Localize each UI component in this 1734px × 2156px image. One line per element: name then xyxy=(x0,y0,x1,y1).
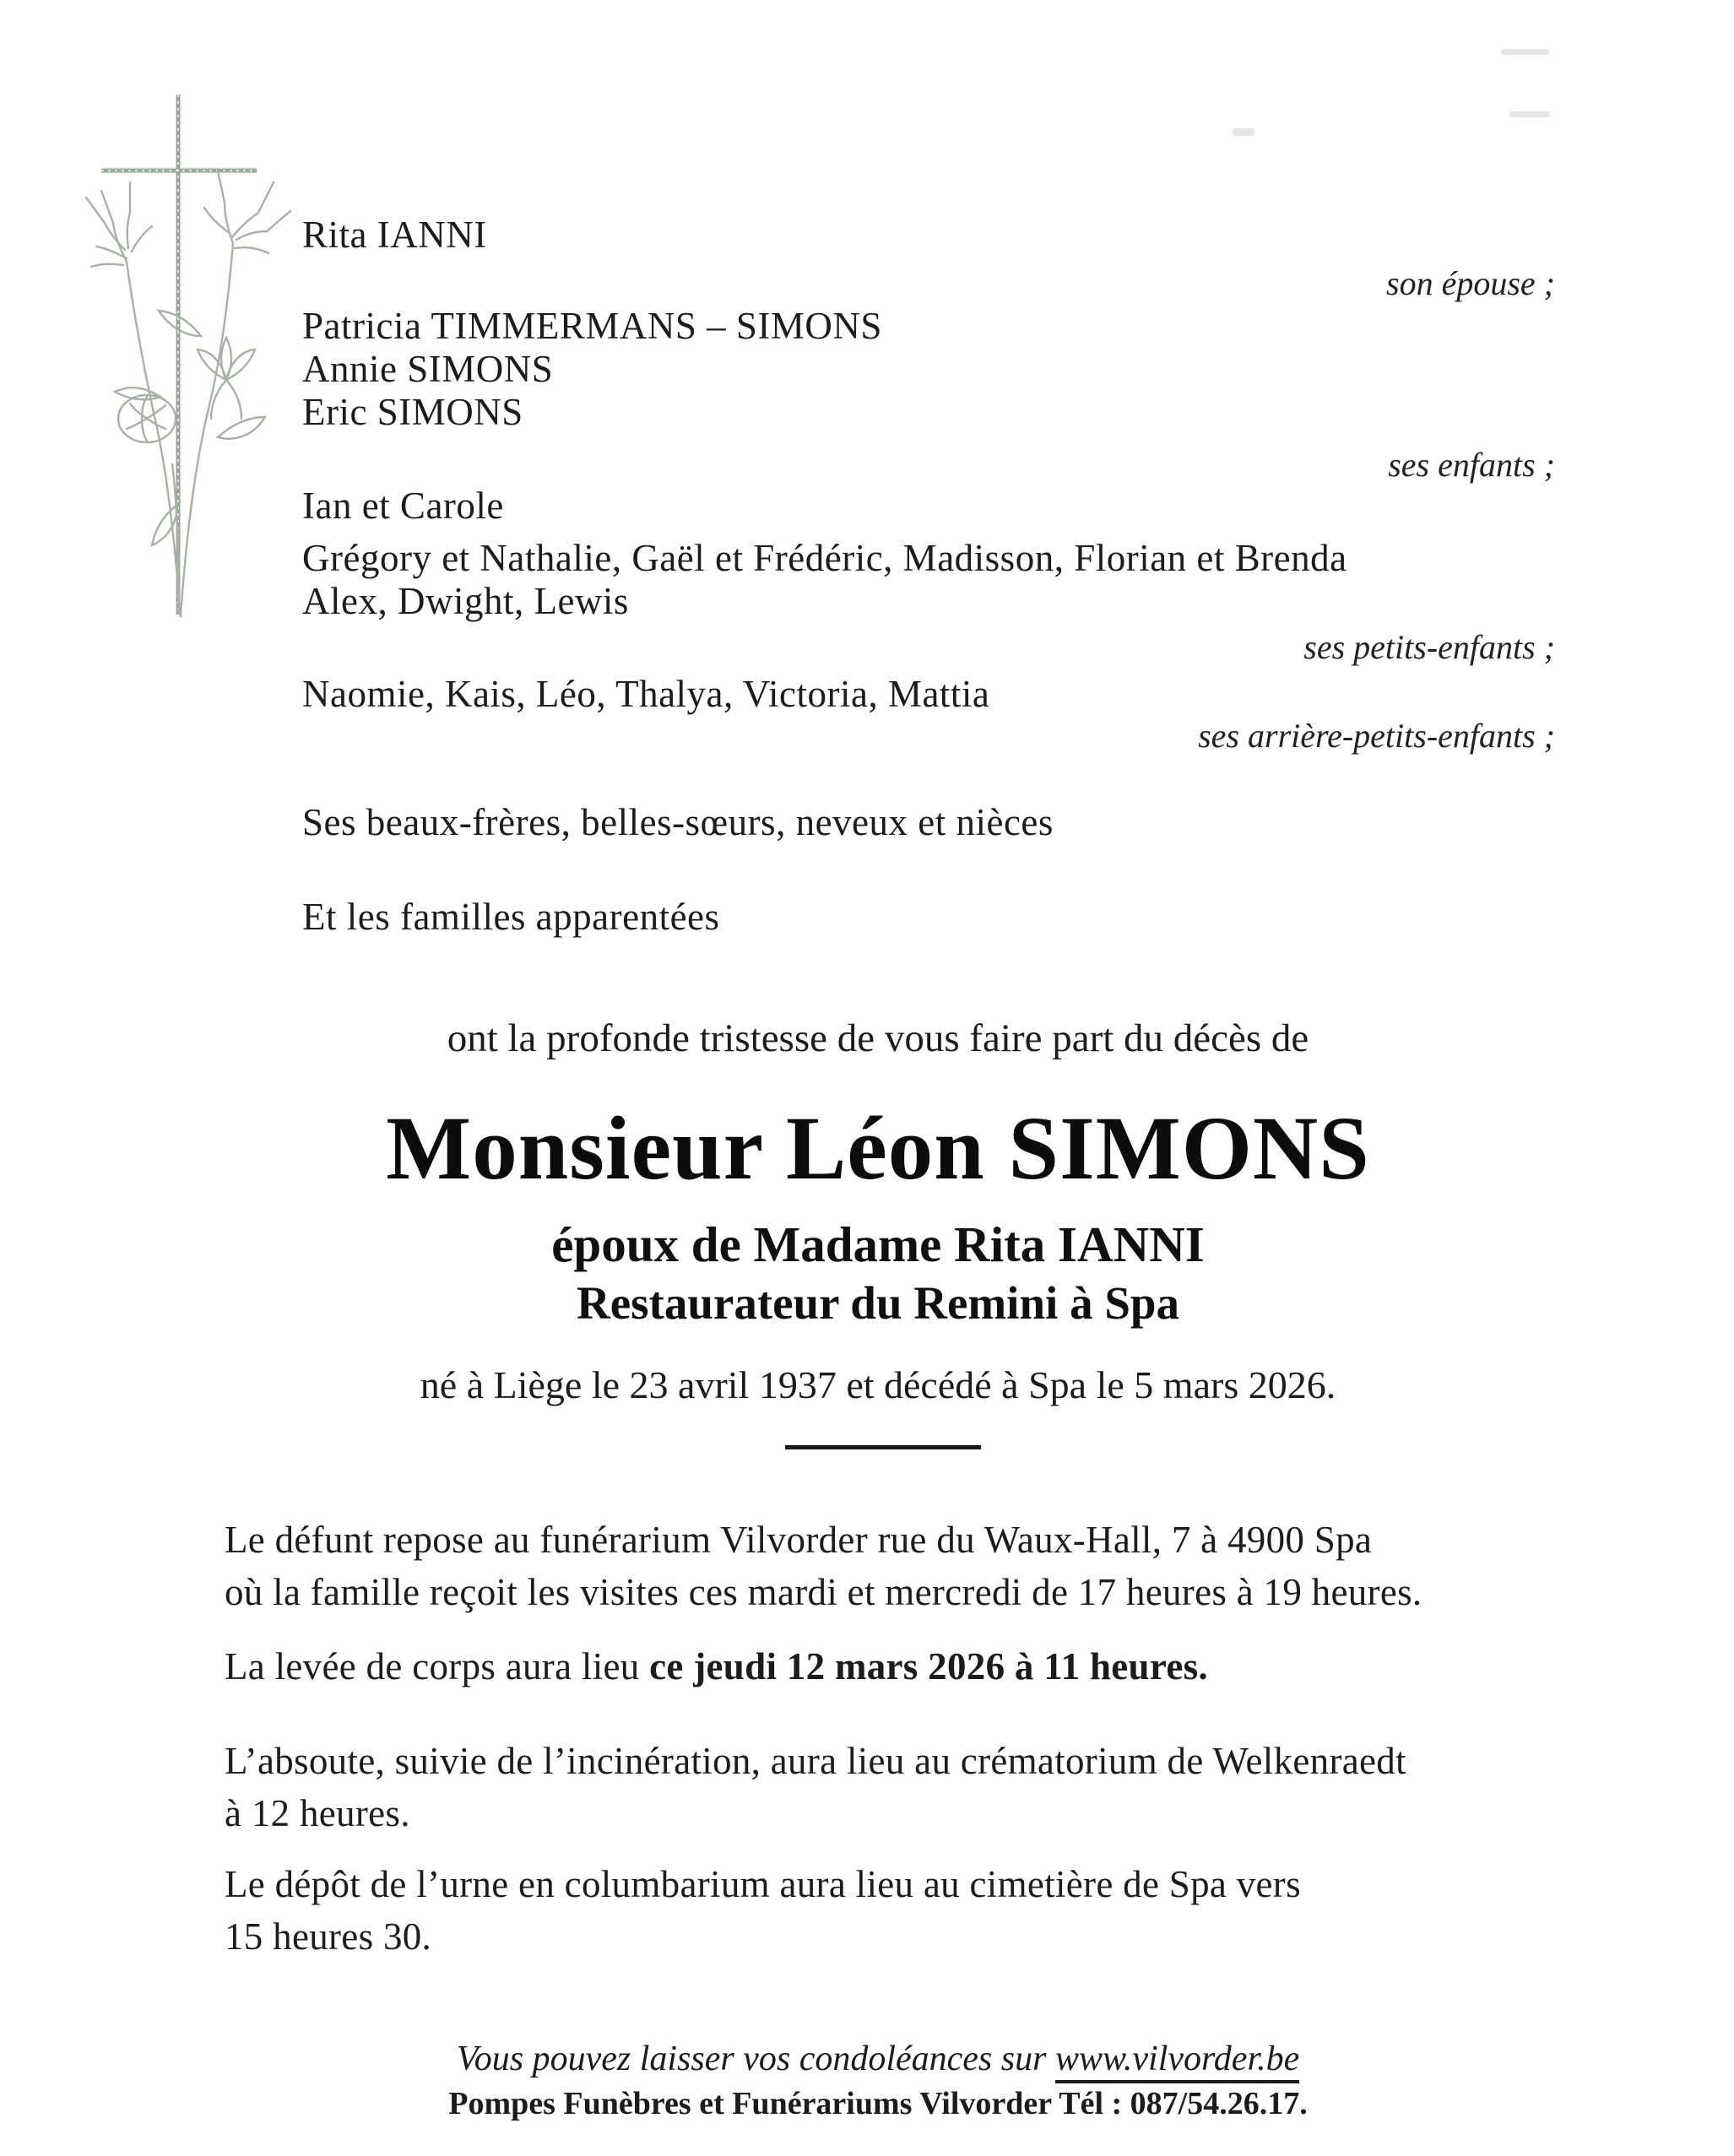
grandchild-name: Alex, Dwight, Lewis xyxy=(302,580,629,622)
absoute-line: à 12 heures. xyxy=(225,1792,410,1834)
repose-line: Le défunt repose au funérarium Vilvorder rue du Waux-Hall, 7 à 4900 Spa xyxy=(225,1519,1373,1561)
urne-line: Le dépôt de l’urne en columbarium aura lieu au cimetière de Spa vers xyxy=(225,1863,1301,1905)
condolences-website-link: www.vilvorder.be xyxy=(1055,2040,1299,2083)
children-label: ses enfants ; xyxy=(1388,446,1555,484)
child-name: Annie SIMONS xyxy=(302,348,554,390)
grandchild-name: Ian et Carole xyxy=(302,485,504,527)
section-divider xyxy=(785,1445,981,1449)
condolences-prefix: Vous pouvez laisser vos condoléances sur xyxy=(456,2040,1055,2078)
great-grandchildren-label: ses arrière-petits-enfants ; xyxy=(1198,717,1555,755)
scan-artifact xyxy=(1501,49,1550,55)
funeral-home-line: Pompes Funèbres et Funérariums Vilvorder Tél : 087/54.26.17. xyxy=(448,2086,1308,2121)
life-dates-line: né à Liège le 23 avril 1937 et décédé à Spa le 5 mars 2026. xyxy=(420,1363,1336,1406)
grandchildren-label: ses petits-enfants ; xyxy=(1303,628,1555,666)
great-grandchild-name: Naomie, Kais, Léo, Thalya, Victoria, Mattia xyxy=(302,673,990,715)
deceased-name-title: Monsieur Léon SIMONS xyxy=(386,1099,1370,1199)
spouse-name: Rita IANNI xyxy=(302,214,487,256)
cross-flowers-illustration xyxy=(52,83,331,623)
related-families-line: Et les familles apparentées xyxy=(302,896,720,938)
repose-line: où la famille reçoit les visites ces mardi et mercredi de 17 heures à 19 heures. xyxy=(225,1571,1422,1613)
deceased-occupation: Restaurateur du Remini à Spa xyxy=(576,1277,1180,1329)
child-name: Eric SIMONS xyxy=(302,391,523,433)
absoute-line: L’absoute, suivie de l’incinération, aura lieu au crématorium de Welkenraedt xyxy=(225,1740,1406,1782)
scan-artifact xyxy=(1233,128,1254,136)
extended-family-line: Ses beaux-frères, belles-sœurs, neveux et nièces xyxy=(302,801,1054,843)
deceased-relation: époux de Madame Rita IANNI xyxy=(551,1216,1205,1272)
child-name: Patricia TIMMERMANS – SIMONS xyxy=(302,305,882,347)
scan-artifact xyxy=(1509,111,1550,117)
announcement-intro: ont la profonde tristesse de vous faire part du décès de xyxy=(447,1016,1309,1060)
spouse-label: son épouse ; xyxy=(1386,264,1555,302)
levee-line xyxy=(225,1644,1208,1688)
levee-prefix: La levée de corps aura lieu xyxy=(225,1645,650,1687)
levee-datetime: ce jeudi 12 mars 2026 à 11 heures. xyxy=(649,1645,1208,1687)
grandchild-name: Grégory et Nathalie, Gaël et Frédéric, Madisson, Florian et Brenda xyxy=(302,537,1347,579)
condolences-line xyxy=(11,2039,1734,2079)
urne-line: 15 heures 30. xyxy=(225,1915,432,1958)
